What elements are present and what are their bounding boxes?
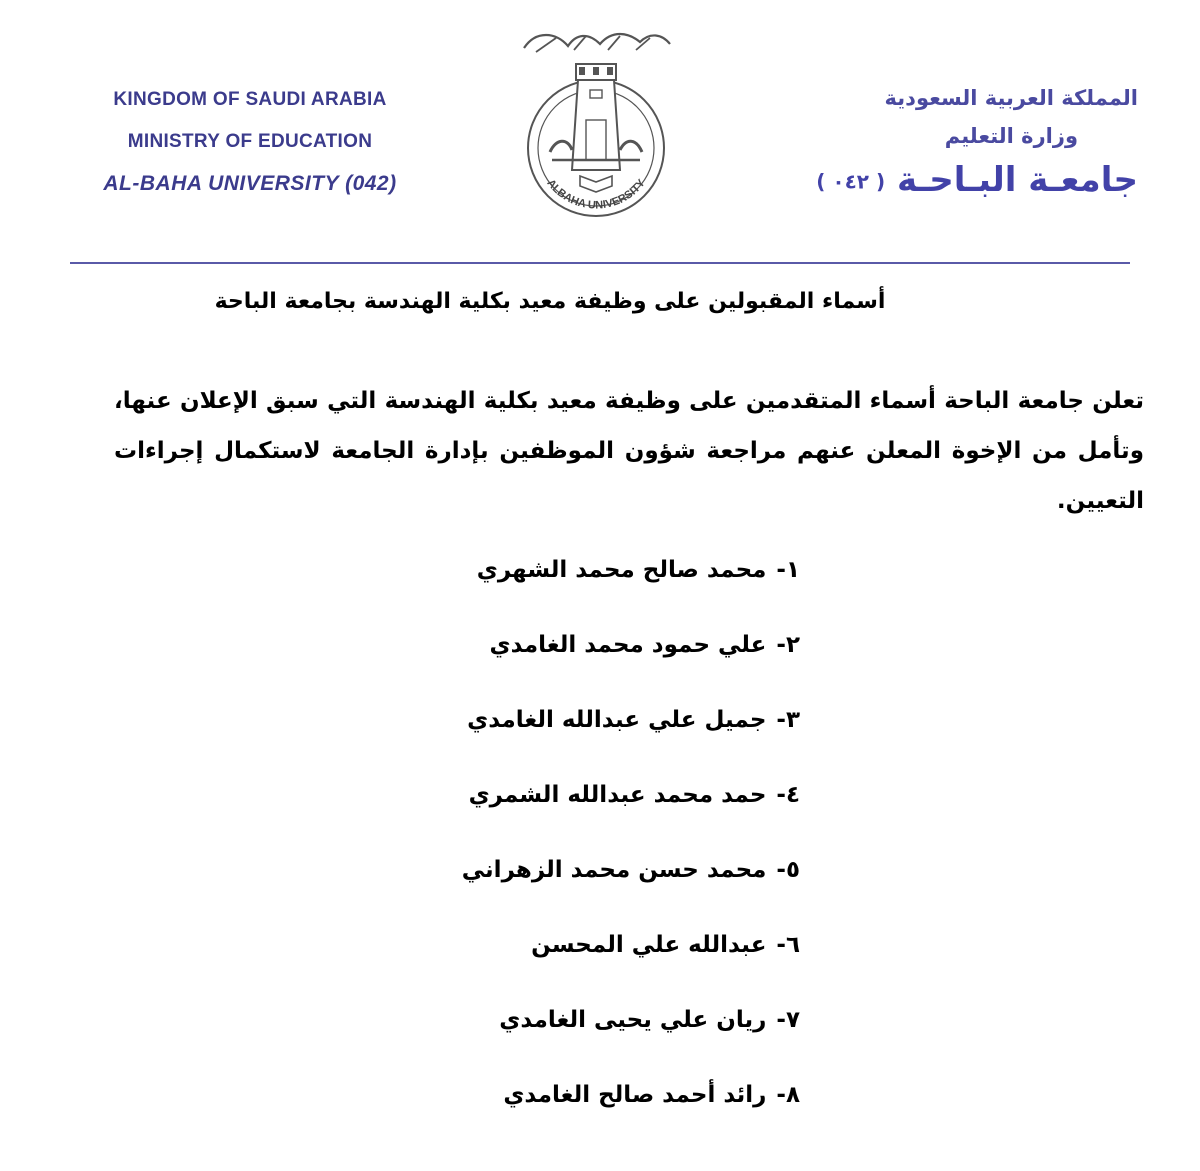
header-divider bbox=[70, 262, 1130, 264]
item-name: محمد صالح محمد الشهري bbox=[476, 557, 767, 583]
document-title: أسماء المقبولين على وظيفة معيد بكلية الهندسة بجامعة الباحة bbox=[214, 289, 886, 314]
item-name: جميل علي عبدالله الغامدي bbox=[467, 707, 767, 733]
list-item bbox=[300, 550, 800, 625]
university-ar bbox=[798, 158, 1138, 204]
item-number: ٥- bbox=[776, 857, 800, 883]
university-name-en: AL-BAHA UNIVERSITY bbox=[103, 172, 339, 195]
item-number: ٢- bbox=[776, 632, 800, 658]
item-name: محمد حسن محمد الزهراني bbox=[461, 857, 767, 883]
item-name: رائد أحمد صالح الغامدي bbox=[503, 1082, 767, 1108]
item-name: ريان علي يحيى الغامدي bbox=[499, 1007, 767, 1033]
list-item bbox=[300, 700, 800, 775]
ministry-ar: وزارة التعليم bbox=[944, 124, 1078, 148]
letterhead-english bbox=[80, 88, 420, 196]
list-item bbox=[300, 1075, 800, 1150]
list-item bbox=[300, 925, 800, 1000]
svg-text:ALBAHA UNIVERSITY: ALBAHA UNIVERSITY bbox=[544, 177, 648, 212]
list-item bbox=[300, 775, 800, 850]
item-number: ٣- bbox=[776, 707, 800, 733]
ministry-en: MINISTRY OF EDUCATION bbox=[127, 131, 373, 152]
country-en: KINGDOM OF SAUDI ARABIA bbox=[113, 89, 387, 110]
item-number: ١- bbox=[776, 557, 800, 583]
list-item bbox=[300, 850, 800, 925]
item-number: ٦- bbox=[776, 932, 800, 958]
university-code-en: (042) bbox=[345, 172, 397, 195]
university-en bbox=[80, 172, 420, 196]
item-name: عبدالله علي المحسن bbox=[531, 932, 767, 958]
item-number: ٨- bbox=[776, 1082, 800, 1108]
letterhead-arabic bbox=[798, 84, 1138, 204]
item-name: علي حمود محمد الغامدي bbox=[489, 632, 767, 658]
list-item bbox=[300, 1000, 800, 1075]
university-name-ar: جامعـة البـاحـة bbox=[896, 160, 1138, 200]
accepted-names-list bbox=[300, 550, 800, 1150]
country-ar: المملكة العربية السعودية bbox=[884, 86, 1138, 110]
item-number: ٧- bbox=[776, 1007, 800, 1033]
university-code-ar: ( ٠٤٢ ) bbox=[816, 169, 886, 194]
item-number: ٤- bbox=[776, 782, 800, 808]
university-logo bbox=[516, 20, 676, 220]
announcement-paragraph: تعلن جامعة الباحة أسماء المتقدمين على وظيفة معيد بكلية الهندسة التي سبق الإعلان عنها، وتأمل من الإخوة المعلن عنهم مراجعة شؤون الموظفين بإدارة الجامعة لاستكمال إجراءات التعيين. bbox=[114, 388, 1144, 514]
university-tower-emblem-icon bbox=[516, 20, 676, 220]
list-item bbox=[300, 625, 800, 700]
item-name: حمد محمد عبدالله الشمري bbox=[468, 782, 767, 808]
